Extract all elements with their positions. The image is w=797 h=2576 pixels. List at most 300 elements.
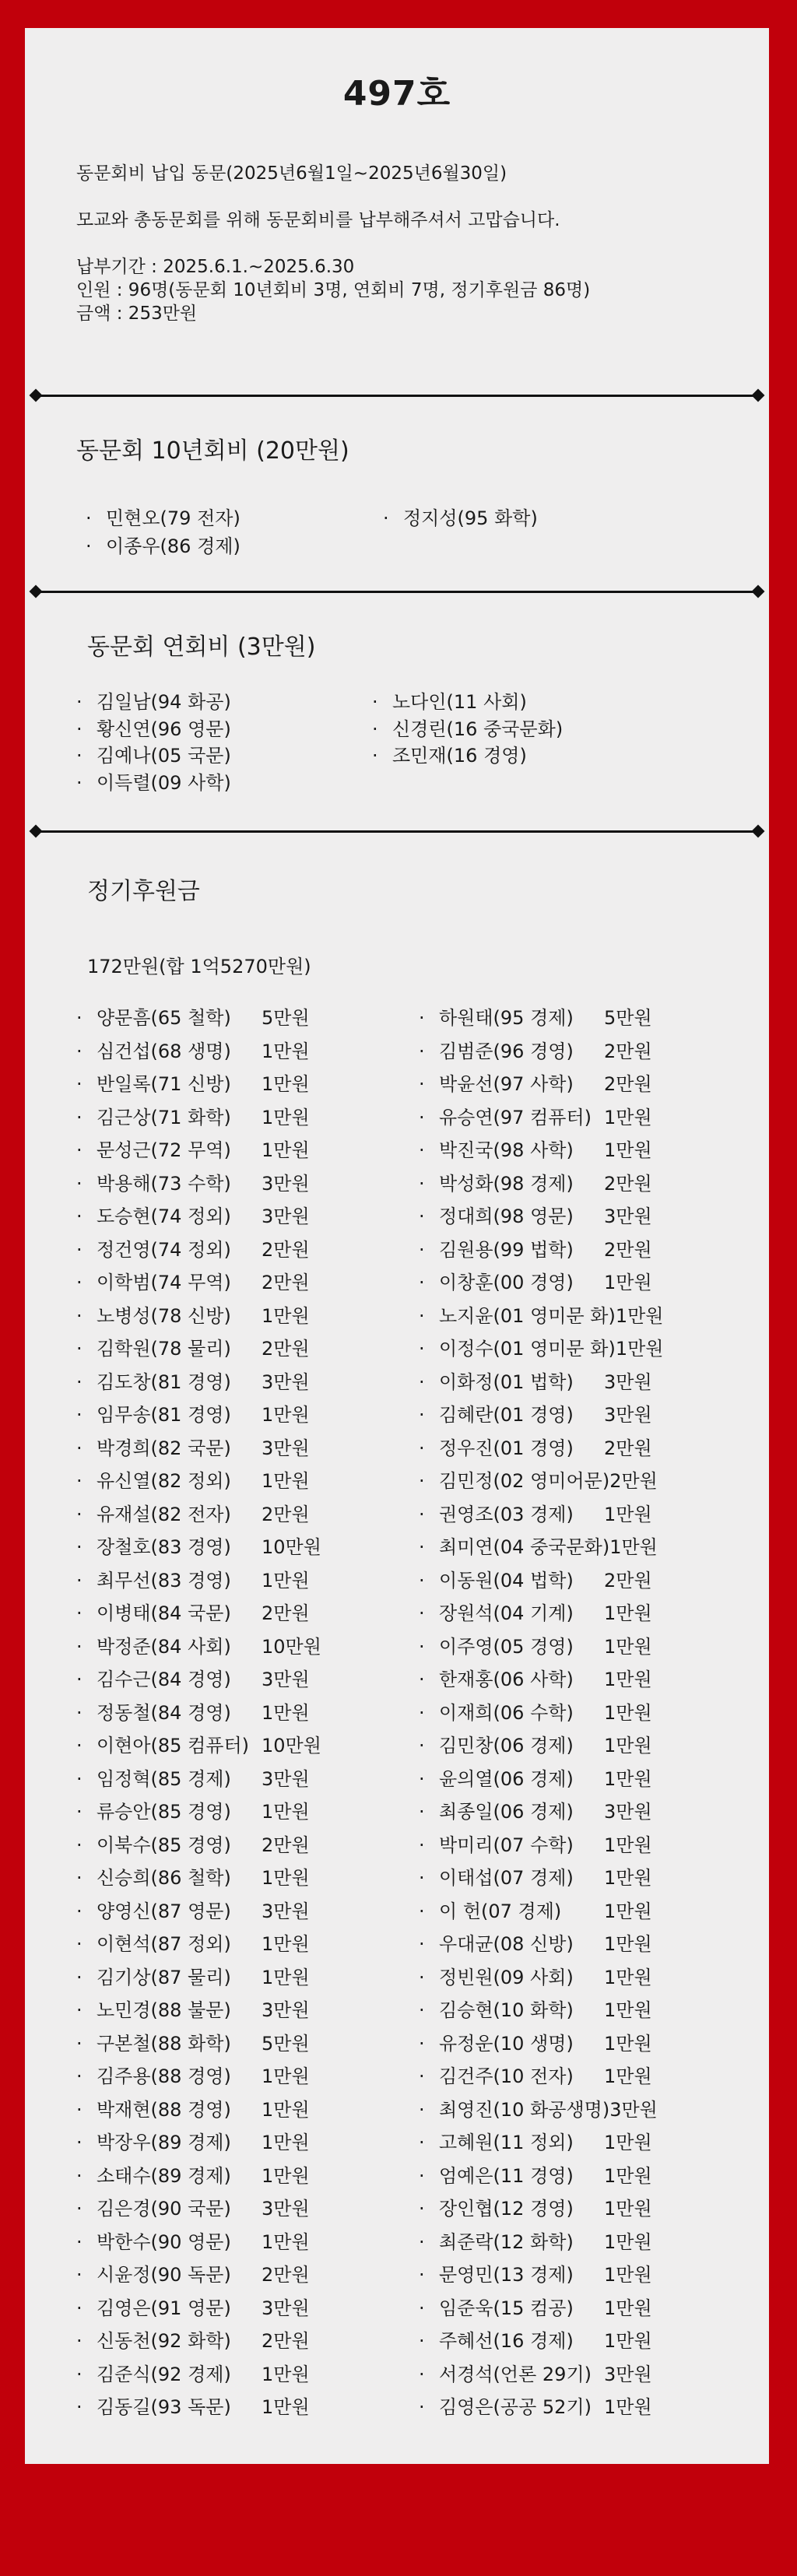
- donor-name: 김민창(06 경제): [439, 1735, 574, 1757]
- list-item: [419, 1069, 652, 1096]
- donor-name: 임정혁(85 경제): [97, 1767, 231, 1790]
- list-item: [76, 686, 231, 714]
- list-item: [76, 1367, 310, 1394]
- list-item: [76, 2293, 310, 2320]
- member-count: 인원 : 96명(동문회 10년회비 3명, 연회비 7명, 정기후원금 86명): [76, 280, 591, 300]
- bullet-dot: ·: [419, 1304, 425, 1327]
- bullet-dot: ·: [76, 1206, 83, 1227]
- donor-name: 우대균(08 신방): [439, 1933, 574, 1955]
- bullet-dot: ·: [76, 1999, 83, 2021]
- donor-amount: 3만원: [262, 1172, 310, 1195]
- list-item: [419, 1830, 652, 1857]
- donor-amount: 1만원: [604, 2132, 652, 2153]
- list-item: [76, 2127, 310, 2154]
- donor-name: 최준락(12 화학): [439, 2230, 574, 2253]
- list-item: [76, 1433, 310, 1460]
- bullet-dot: ·: [76, 1867, 83, 1889]
- donor-name: 노다인(11 사회): [392, 691, 527, 713]
- donor-name: 이태섭(07 경제): [439, 1867, 574, 1889]
- donor-name: 노민경(88 불문): [97, 1999, 231, 2021]
- bullet-dot: ·: [76, 1470, 83, 1492]
- donor-amount: 1만원: [604, 2297, 652, 2319]
- donor-amount: 1만원: [262, 2230, 310, 2253]
- donor-name: 주혜선(16 경제): [439, 2330, 574, 2352]
- donor-name: 최영진(10 화공생명): [439, 2098, 610, 2121]
- bullet-dot: ·: [76, 2065, 83, 2087]
- donor-name: 양영신(87 영문): [97, 1900, 231, 1922]
- donor-amount: 10만원: [262, 1735, 321, 1757]
- bullet-dot: ·: [419, 2264, 425, 2286]
- list-item: [76, 2028, 310, 2055]
- bullet-dot: ·: [419, 1900, 425, 1922]
- donor-name: 신동천(92 화학): [97, 2330, 231, 2352]
- donor-name: 김민정(02 영미어문): [439, 1470, 610, 1492]
- bullet-dot: ·: [419, 1999, 425, 2021]
- bullet-dot: ·: [419, 1867, 425, 1889]
- bullet-dot: ·: [76, 691, 83, 713]
- list-item: [76, 1896, 310, 1923]
- donor-amount: 3만원: [262, 1900, 310, 1922]
- donor-name: 시윤정(90 독문): [97, 2264, 231, 2286]
- list-item: [76, 1664, 310, 1691]
- bullet-dot: ·: [76, 2230, 83, 2253]
- list-item: [419, 1465, 658, 1493]
- donor-name: 조민재(16 경영): [392, 745, 527, 767]
- list-item: [76, 1267, 310, 1294]
- list-item: [419, 1333, 663, 1360]
- donor-name: 유정운(10 생명): [439, 2032, 574, 2055]
- donor-name: 임준욱(15 컴공): [439, 2297, 574, 2319]
- bullet-dot: ·: [76, 1701, 83, 1724]
- bullet-dot: ·: [419, 1206, 425, 1227]
- bullet-dot: ·: [76, 1370, 83, 1393]
- donor-name: 김수근(84 경영): [97, 1669, 231, 1690]
- bullet-dot: ·: [76, 1635, 83, 1658]
- bullet-dot: ·: [76, 1536, 83, 1558]
- donor-name: 이재희(06 수학): [439, 1701, 574, 1724]
- list-item: [419, 1697, 652, 1725]
- donor-name: 이북수(85 경영): [97, 1834, 231, 1856]
- donor-name: 반일록(71 신방): [97, 1073, 231, 1095]
- bullet-dot: ·: [76, 2396, 83, 2418]
- bullet-dot: ·: [419, 1701, 425, 1724]
- donor-amount: 2만원: [609, 1470, 658, 1492]
- donor-amount: 2만원: [604, 1238, 652, 1261]
- list-item: [419, 1862, 652, 1890]
- donor-name: 박용해(73 수학): [97, 1172, 231, 1195]
- list-item: [76, 1532, 321, 1559]
- donor-amount: 1만원: [262, 1404, 310, 1426]
- donor-amount: 1만원: [262, 2164, 310, 2187]
- bullet-dot: ·: [76, 1834, 83, 1856]
- bullet-dot: ·: [76, 1172, 83, 1195]
- list-item: [419, 2193, 652, 2220]
- donor-amount: 3만원: [604, 1801, 652, 1823]
- bullet-dot: ·: [419, 1767, 425, 1790]
- donor-amount: 1만원: [262, 1867, 310, 1889]
- list-item: [419, 1399, 652, 1427]
- list-item: [419, 2094, 658, 2122]
- list-item: [76, 1499, 310, 1526]
- list-item: [383, 503, 538, 530]
- donor-amount: 2만원: [604, 1569, 652, 1592]
- donor-amount: 1만원: [262, 1470, 310, 1492]
- donor-amount: 3만원: [604, 2363, 652, 2385]
- donor-amount: 2만원: [604, 1437, 652, 1459]
- donor-amount: 3만원: [262, 1370, 310, 1393]
- donor-amount: 1만원: [262, 2132, 310, 2153]
- bullet-dot: ·: [76, 1669, 83, 1690]
- bullet-dot: ·: [419, 1073, 425, 1095]
- donor-name: 이창훈(00 경영): [439, 1272, 574, 1293]
- donor-amount: 1만원: [615, 1338, 664, 1360]
- list-item: [419, 1764, 652, 1791]
- list-item: [419, 2359, 652, 2386]
- list-item: [76, 1598, 310, 1625]
- donor-amount: 1만원: [604, 1767, 652, 1790]
- donor-amount: 1만원: [262, 2065, 310, 2087]
- bullet-dot: ·: [372, 718, 378, 740]
- list-item: [419, 2259, 652, 2286]
- list-item: [419, 2028, 652, 2055]
- donor-amount: 1만원: [262, 1933, 310, 1955]
- donor-amount: 1만원: [604, 1635, 652, 1658]
- bullet-dot: ·: [419, 2230, 425, 2253]
- list-item: [419, 1995, 652, 2022]
- list-item: [76, 1962, 310, 1989]
- donor-name: 민현오(79 전자): [106, 507, 241, 529]
- total-amount: 금액 : 253만원: [76, 304, 198, 324]
- donor-amount: 1만원: [604, 1834, 652, 1856]
- donor-name: 이 헌(07 경제): [439, 1900, 562, 1922]
- donor-amount: 5만원: [604, 1007, 652, 1029]
- bullet-dot: ·: [76, 1933, 83, 1955]
- section-divider: [31, 587, 763, 596]
- donor-name: 박미리(07 수학): [439, 1834, 574, 1856]
- donor-name: 구본철(88 화학): [97, 2032, 231, 2055]
- bullet-dot: ·: [76, 772, 83, 795]
- donor-amount: 5만원: [262, 1007, 310, 1029]
- donor-amount: 1만원: [262, 2098, 310, 2121]
- donor-amount: 2만원: [262, 1338, 310, 1360]
- list-item: [419, 2160, 652, 2188]
- list-item: [76, 1333, 310, 1360]
- bullet-dot: ·: [419, 2363, 425, 2385]
- bullet-dot: ·: [419, 1602, 425, 1624]
- payment-period: 납부기간 : 2025.6.1.~2025.6.30: [76, 257, 355, 277]
- list-item: [419, 2293, 652, 2320]
- donor-name: 이득렬(09 사학): [97, 772, 231, 795]
- bullet-dot: ·: [76, 1007, 83, 1029]
- donor-amount: 1만원: [604, 1106, 652, 1128]
- donor-name: 김승현(10 화학): [439, 1999, 574, 2021]
- bullet-dot: ·: [419, 1040, 425, 1062]
- donor-amount: 3만원: [262, 2198, 310, 2220]
- list-item: [76, 1995, 310, 2022]
- list-item: [419, 2325, 652, 2353]
- donor-name: 김일남(94 화공): [97, 691, 231, 713]
- bullet-dot: ·: [76, 718, 83, 740]
- donor-name: 박정준(84 사회): [97, 1635, 231, 1658]
- donor-name: 황신연(96 영문): [97, 718, 231, 740]
- bullet-dot: ·: [419, 2198, 425, 2220]
- donor-name: 윤의열(06 경제): [439, 1767, 574, 1790]
- donor-name: 서경석(언론 29기): [439, 2363, 592, 2385]
- bullet-dot: ·: [419, 2164, 425, 2187]
- bullet-dot: ·: [419, 1172, 425, 1195]
- donor-name: 박재현(88 경영): [97, 2098, 231, 2121]
- donor-name: 엄예은(11 경영): [439, 2164, 574, 2187]
- donor-amount: 10만원: [262, 1536, 321, 1558]
- list-item: [419, 2061, 652, 2088]
- list-item: [76, 1135, 310, 1162]
- donor-amount: 1만원: [604, 2164, 652, 2187]
- donor-name: 한재홍(06 사학): [439, 1669, 574, 1690]
- donor-amount: 1만원: [262, 1040, 310, 1062]
- donor-amount: 1만원: [604, 1701, 652, 1724]
- list-item: [76, 1036, 310, 1063]
- donor-amount: 1만원: [604, 1933, 652, 1955]
- donor-amount: 3만원: [262, 2297, 310, 2319]
- donor-amount: 3만원: [262, 1206, 310, 1227]
- bullet-dot: ·: [419, 1536, 425, 1558]
- donor-amount: 2만원: [262, 1272, 310, 1293]
- donor-amount: 2만원: [604, 1073, 652, 1095]
- list-item: [419, 1598, 652, 1625]
- donor-amount: 2만원: [262, 1602, 310, 1624]
- donor-name: 김준식(92 경제): [97, 2363, 231, 2385]
- donor-amount: 1만원: [609, 1536, 658, 1558]
- list-item: [76, 1002, 310, 1030]
- donor-name: 김혜란(01 경영): [439, 1404, 574, 1426]
- donor-name: 신경린(16 중국문화): [392, 718, 564, 740]
- bullet-dot: ·: [86, 507, 92, 529]
- bullet-dot: ·: [76, 745, 83, 767]
- list-item: [76, 1796, 310, 1823]
- section-title-annual: 동문회 연회비 (3만원): [87, 633, 316, 661]
- list-item: [372, 686, 527, 714]
- bullet-dot: ·: [76, 1437, 83, 1459]
- donor-name: 이학범(74 무역): [97, 1272, 231, 1293]
- list-item: [76, 2359, 310, 2386]
- donor-name: 박장우(89 경제): [97, 2132, 231, 2153]
- donor-amount: 1만원: [262, 1966, 310, 1988]
- list-item: [372, 740, 527, 767]
- donor-name: 이화정(01 법학): [439, 1370, 574, 1393]
- donor-amount: 5만원: [262, 2032, 310, 2055]
- donor-amount: 1만원: [604, 1602, 652, 1624]
- donor-name: 김건주(10 전자): [439, 2065, 574, 2087]
- list-item: [76, 2325, 310, 2353]
- donor-amount: 1만원: [604, 2264, 652, 2286]
- donor-amount: 1만원: [604, 1139, 652, 1161]
- donor-name: 김주용(88 경영): [97, 2065, 231, 2087]
- donor-name: 김영은(공공 52기): [439, 2396, 592, 2418]
- bullet-dot: ·: [419, 1404, 425, 1426]
- donor-name: 노병성(78 신방): [97, 1304, 231, 1327]
- donor-amount: 1만원: [262, 1569, 310, 1592]
- list-item: [419, 2227, 652, 2254]
- donor-name: 문영민(13 경제): [439, 2264, 574, 2286]
- bullet-dot: ·: [76, 2330, 83, 2352]
- donor-name: 유승연(97 컴퓨터): [439, 1106, 592, 1128]
- bullet-dot: ·: [76, 2363, 83, 2385]
- donor-name: 김기상(87 물리): [97, 1966, 231, 1988]
- bullet-dot: ·: [419, 1933, 425, 1955]
- list-item: [419, 1102, 652, 1129]
- donor-name: 문성근(72 무역): [97, 1139, 231, 1161]
- list-item: [76, 1862, 310, 1890]
- bullet-dot: ·: [419, 1272, 425, 1293]
- bullet-dot: ·: [86, 535, 92, 557]
- donor-amount: 1만원: [604, 2032, 652, 2055]
- bullet-dot: ·: [419, 2330, 425, 2352]
- bullet-dot: ·: [419, 2032, 425, 2055]
- bullet-dot: ·: [76, 1735, 83, 1757]
- donor-amount: 1만원: [604, 2198, 652, 2220]
- donor-name: 권영조(03 경제): [439, 1503, 574, 1525]
- donor-amount: 1만원: [604, 2396, 652, 2418]
- donor-amount: 1만원: [262, 1073, 310, 1095]
- donor-amount: 2만원: [262, 1503, 310, 1525]
- donor-amount: 2만원: [262, 2330, 310, 2352]
- list-item: [419, 1631, 652, 1658]
- donor-name: 장철호(83 경영): [97, 1536, 231, 1558]
- list-item: [76, 2160, 310, 2188]
- bullet-dot: ·: [419, 1669, 425, 1690]
- list-item: [372, 714, 563, 741]
- list-item: [419, 1234, 652, 1262]
- list-item: [76, 2392, 310, 2419]
- donor-name: 장원석(04 기계): [439, 1602, 574, 1624]
- list-item: [76, 1928, 310, 1956]
- donor-name: 양문흠(65 철학): [97, 1007, 231, 1029]
- donor-amount: 1만원: [604, 1503, 652, 1525]
- list-item: [419, 1730, 652, 1757]
- donor-name: 박성화(98 경제): [439, 1172, 574, 1195]
- donor-amount: 1만원: [604, 1999, 652, 2021]
- bullet-dot: ·: [76, 2098, 83, 2121]
- bullet-dot: ·: [419, 2065, 425, 2087]
- bullet-dot: ·: [383, 507, 389, 529]
- donor-name: 김근상(71 화학): [97, 1106, 231, 1128]
- list-item: [419, 1532, 658, 1559]
- donor-amount: 2만원: [262, 2264, 310, 2286]
- bullet-dot: ·: [76, 1900, 83, 1922]
- list-item: [76, 2259, 310, 2286]
- bullet-dot: ·: [76, 1073, 83, 1095]
- notice-card: [25, 28, 769, 2464]
- donor-amount: 2만원: [262, 1238, 310, 1261]
- donor-name: 박윤선(97 사학): [439, 1073, 574, 1095]
- donor-name: 김원용(99 법학): [439, 1238, 574, 1261]
- bullet-dot: ·: [76, 2264, 83, 2286]
- list-item: [419, 1565, 652, 1592]
- list-item: [419, 1300, 663, 1328]
- donor-name: 박한수(90 영문): [97, 2230, 231, 2253]
- intro-block: [76, 162, 590, 325]
- bullet-dot: ·: [419, 1338, 425, 1360]
- donor-amount: 1만원: [604, 2330, 652, 2352]
- list-item: [419, 1201, 652, 1228]
- bullet-dot: ·: [76, 1106, 83, 1128]
- donor-amount: 1만원: [604, 2065, 652, 2087]
- donor-name: 이주영(05 경영): [439, 1635, 574, 1658]
- donor-name: 김범준(96 경영): [439, 1040, 574, 1062]
- donor-name: 김학원(78 물리): [97, 1338, 231, 1360]
- list-item: [419, 1036, 652, 1063]
- list-item: [76, 740, 231, 767]
- bullet-dot: ·: [419, 2098, 425, 2121]
- donor-amount: 3만원: [604, 1206, 652, 1227]
- donor-amount: 1만원: [262, 1701, 310, 1724]
- list-item: [76, 1697, 310, 1725]
- list-item: [419, 1168, 652, 1195]
- bullet-dot: ·: [419, 1966, 425, 1988]
- donor-amount: 1만원: [604, 1272, 652, 1293]
- bullet-dot: ·: [76, 1569, 83, 1592]
- donor-name: 최미연(04 중국문화): [439, 1536, 610, 1558]
- donor-name: 임무송(81 경영): [97, 1404, 231, 1426]
- donor-name: 정건영(74 정외): [97, 1238, 231, 1261]
- bullet-dot: ·: [76, 1503, 83, 1525]
- donor-name: 고혜원(11 정외): [439, 2132, 574, 2153]
- bullet-dot: ·: [76, 1966, 83, 1988]
- donor-name: 정지성(95 화학): [403, 507, 538, 529]
- list-item: [76, 1399, 310, 1427]
- donor-amount: 1만원: [604, 1900, 652, 1922]
- bullet-dot: ·: [419, 1470, 425, 1492]
- bullet-dot: ·: [76, 1304, 83, 1327]
- bullet-dot: ·: [372, 691, 378, 713]
- donor-name: 심건섭(68 생명): [97, 1040, 231, 1062]
- donor-name: 김동길(93 독문): [97, 2396, 231, 2418]
- bullet-dot: ·: [419, 1106, 425, 1128]
- list-item: [76, 2227, 310, 2254]
- list-item: [76, 2193, 310, 2220]
- donor-name: 김영은(91 영문): [97, 2297, 231, 2319]
- donor-name: 노지윤(01 영미문 화): [439, 1304, 616, 1327]
- list-item: [76, 1102, 310, 1129]
- donor-amount: 3만원: [262, 1767, 310, 1790]
- bullet-dot: ·: [372, 745, 378, 767]
- donor-amount: 1만원: [604, 1867, 652, 1889]
- list-item: [76, 2094, 310, 2122]
- bullet-dot: ·: [76, 1602, 83, 1624]
- bullet-dot: ·: [419, 1007, 425, 1029]
- list-item: [76, 1069, 310, 1096]
- list-item: [419, 1962, 652, 1989]
- donor-name: 이병태(84 국문): [97, 1602, 231, 1624]
- intro-thanks: 모교와 총동문회를 위해 동문회비를 납부해주셔서 고맙습니다.: [76, 210, 560, 230]
- list-item: [419, 2127, 652, 2154]
- bullet-dot: ·: [419, 1834, 425, 1856]
- list-item: [419, 1367, 652, 1394]
- list-item: [76, 1300, 310, 1328]
- list-item: [76, 1234, 310, 1262]
- bullet-dot: ·: [76, 2297, 83, 2319]
- donor-name: 김예나(05 국문): [97, 745, 231, 767]
- bullet-dot: ·: [76, 2164, 83, 2187]
- donor-name: 최무선(83 경영): [97, 1569, 231, 1592]
- donor-name: 이종우(86 경제): [106, 535, 241, 557]
- bullet-dot: ·: [76, 1338, 83, 1360]
- bullet-dot: ·: [419, 1139, 425, 1161]
- donor-name: 정대희(98 영문): [439, 1206, 574, 1227]
- donor-name: 이정수(01 영미문 화): [439, 1338, 616, 1360]
- list-item: [76, 2061, 310, 2088]
- donor-name: 하원태(95 경제): [439, 1007, 574, 1029]
